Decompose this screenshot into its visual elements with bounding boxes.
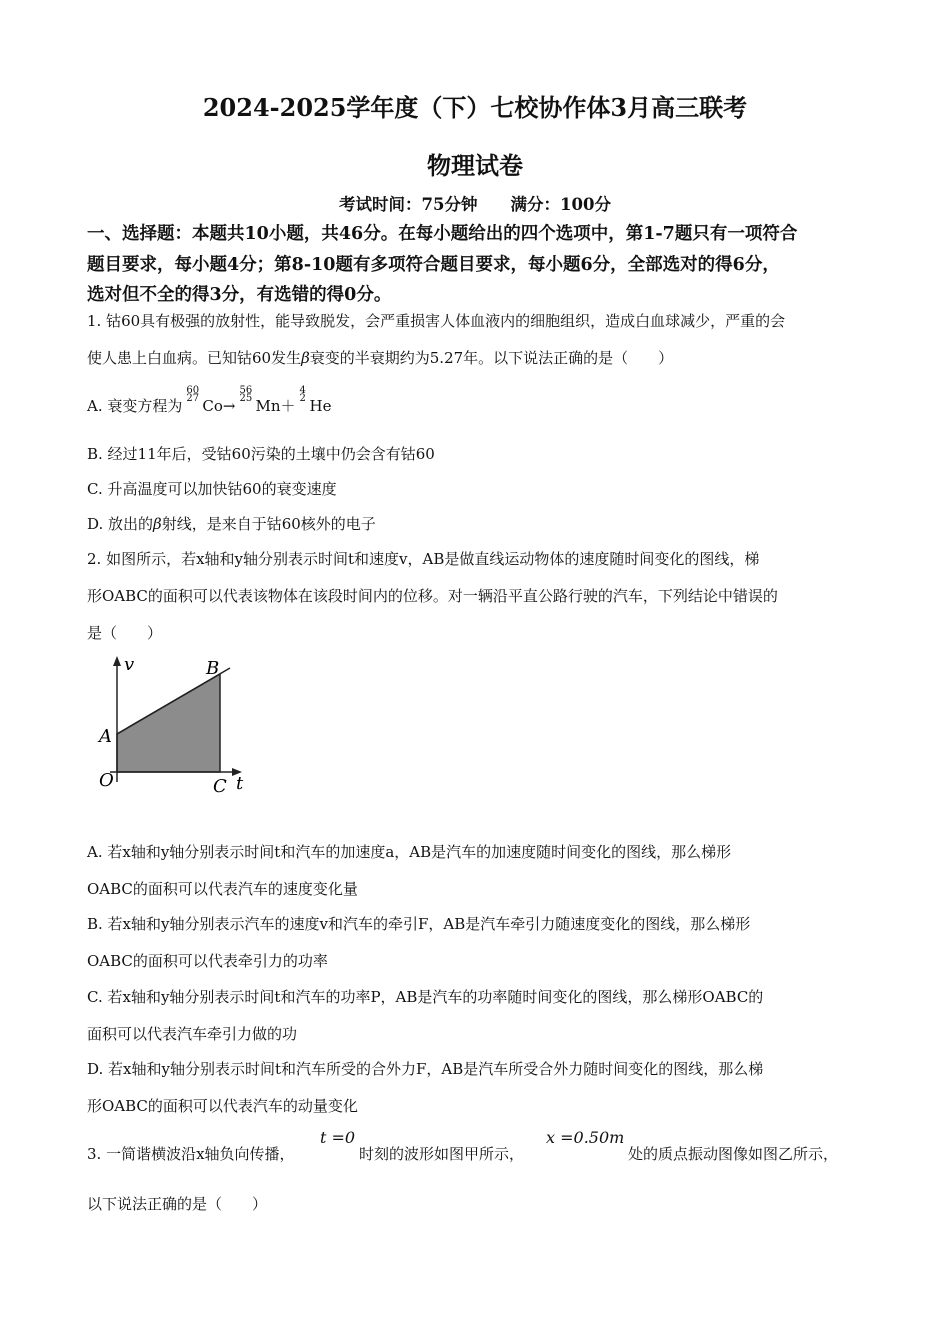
q2-option-c-line2: 面积可以代表汽车牵引力做的功	[87, 1025, 298, 1043]
q2-option-a-line2: OABC的面积可以代表汽车的速度变化量	[87, 880, 358, 898]
q2-option-a-line1: A. 若x轴和y轴分别表示时间t和汽车的加速度a，AB是汽车的加速度随时间变化的图线，那么梯形	[87, 843, 732, 861]
beta-symbol: β	[153, 515, 162, 533]
trapezoid-oabc	[117, 674, 220, 772]
q2-stem-line2: 形OABC的面积可以代表该物体在该段时间内的位移。对一辆沿平直公路行驶的汽车，下列结论中错误的	[87, 587, 778, 605]
q1-option-c: C. 升高温度可以加快钴60的衰变速度	[87, 480, 337, 498]
q2-option-c-line1: C. 若x轴和y轴分别表示时间t和汽车的功率P，AB是汽车的功率随时间变化的图线，那么梯形OABC的	[87, 988, 764, 1006]
plus-sign: ＋	[280, 397, 296, 415]
q2-stem-line3: 是（ ）	[87, 624, 163, 642]
cobalt-isotope: 60 27	[186, 385, 200, 404]
q3-t0: t =0	[320, 1128, 356, 1147]
q1-option-b: B. 经过11年后，受钴60污染的土壤中仍会含有钴60	[87, 445, 435, 463]
q2-option-b-line2: OABC的面积可以代表牵引力的功率	[87, 952, 328, 970]
q1-stem-line1: 1. 钴60具有极强的放射性，能导致脱发，会严重损害人体血液内的细胞组织，造成白血球减少，严重的会	[87, 312, 786, 330]
helium-symbol: He	[309, 397, 332, 415]
manganese-symbol: Mn	[255, 397, 281, 415]
label-a: A	[99, 726, 112, 747]
label-c: C	[213, 776, 227, 797]
exam-info: 考试时间：75分钟 满分：100分	[339, 195, 611, 214]
q1-stem-text-end: 衰变的半衰期约为5.27年。以下说法正确的是（ ）	[309, 349, 674, 367]
q2-option-b-line1: B. 若x轴和y轴分别表示汽车的速度v和汽车的牵引F，AB是汽车牵引力随速度变化的图线，那么梯形	[87, 915, 751, 933]
q2-option-d-line2: 形OABC的面积可以代表汽车的动量变化	[87, 1097, 358, 1115]
q1-stem-text: 使人患上白血病。已知钴60发生	[87, 349, 302, 367]
q2-stem-line1: 2. 如图所示，若x轴和y轴分别表示时间t和速度v，AB是做直线运动物体的速度随时间变化的图线，梯	[87, 550, 760, 568]
q3-stem-line1-c: 处的质点振动图像如图乙所示，	[628, 1145, 839, 1163]
section-instructions-line1: 一、选择题：本题共10小题，共46分。在每小题给出的四个选项中，第1-7题只有一项符合	[87, 224, 798, 244]
beta-symbol: β	[301, 349, 310, 367]
exam-title: 2024-2025学年度（下）七校协作体3月高三联考	[202, 93, 748, 122]
q1-option-d: D. 放出的β射线，是来自于钴60核外的电子	[87, 515, 376, 533]
q3-stem-line2: 以下说法正确的是（ ）	[87, 1195, 268, 1213]
vt-graph	[90, 652, 260, 802]
q1-option-a-prefix: A. 衰变方程为	[87, 397, 183, 415]
q3-x-position: x =0.50m	[546, 1128, 625, 1147]
section-instructions-line2: 题目要求，每小题4分；第8-10题有多项符合题目要求，每小题6分，全部选对的得6分，	[87, 255, 780, 275]
subject-title: 物理试卷	[427, 151, 523, 180]
label-v: v	[124, 654, 135, 675]
label-t: t	[236, 773, 244, 794]
label-o: O	[99, 770, 114, 791]
manganese-isotope: 56 25	[239, 385, 253, 404]
q1-option-a	[87, 385, 332, 416]
q2-option-d-line1: D. 若x轴和y轴分别表示时间t和汽车所受的合外力F，AB是汽车所受合外力随时间变化的图线，那么梯	[87, 1060, 764, 1078]
label-b: B	[206, 658, 220, 679]
q3-stem-line1-a: 3. 一简谐横波沿x轴负向传播，	[87, 1145, 295, 1163]
reaction-arrow: →	[222, 397, 236, 415]
y-axis-arrow	[113, 656, 121, 666]
q1-stem-line2	[87, 347, 673, 368]
cobalt-symbol: Co	[202, 397, 223, 415]
q3-stem-line1-b: 时刻的波形如图甲所示，	[359, 1145, 525, 1163]
helium-isotope: 4 2	[299, 385, 306, 404]
section-instructions-line3: 选对但不全的得3分，有选错的得0分。	[87, 285, 392, 305]
